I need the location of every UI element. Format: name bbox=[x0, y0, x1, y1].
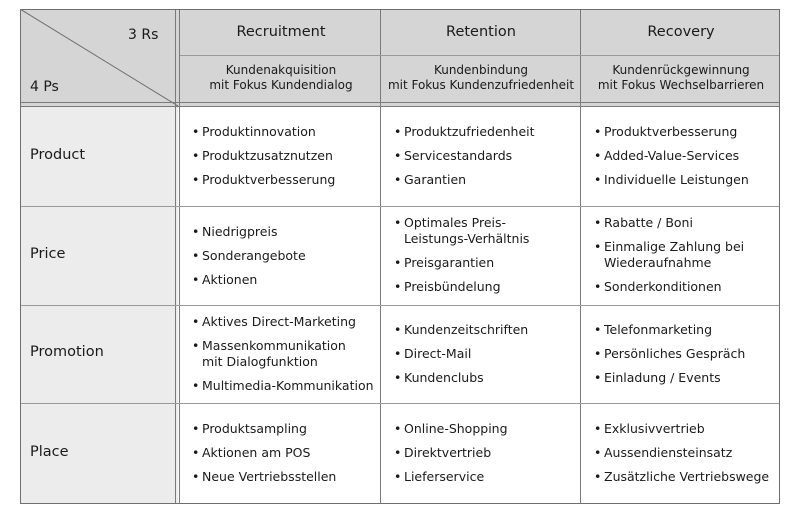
list-item: • Produktinnovation bbox=[192, 124, 335, 140]
list-item: • Optimales Preis- Leistungs-Verhältnis bbox=[394, 215, 529, 246]
marketing-matrix bbox=[20, 9, 780, 504]
list-item: • Preisbündelung bbox=[394, 279, 529, 295]
list-item: • Lieferservice bbox=[394, 469, 508, 485]
list-item: • Sonderangebote bbox=[192, 248, 306, 264]
list-item: • Kundenclubs bbox=[394, 370, 528, 386]
column-title-recruitment: Recruitment bbox=[236, 24, 326, 40]
subtitle-line: Kundenrückgewinnung bbox=[612, 63, 750, 77]
list-item: • Online-Shopping bbox=[394, 421, 508, 437]
corner-label-rs: 3 Rs bbox=[128, 27, 159, 43]
list-item: • Added-Value-Services bbox=[594, 148, 749, 164]
list-item: • Aktives Direct-Marketing bbox=[192, 314, 374, 330]
row-title-product: Product bbox=[30, 147, 86, 163]
corner-label-ps: 4 Ps bbox=[30, 79, 59, 95]
list-item: • Massenkommunikation mit Dialogfunktion bbox=[192, 338, 374, 369]
row-title-promotion: Promotion bbox=[30, 344, 104, 360]
list-item: • Produktsampling bbox=[192, 421, 336, 437]
subtitle-line: mit Fokus Kundenzufriedenheit bbox=[387, 78, 575, 92]
list-item: • Garantien bbox=[394, 172, 535, 188]
list-item: • Kundenzeitschriften bbox=[394, 322, 528, 338]
list-item: • Aktionen bbox=[192, 272, 306, 288]
list-item: • Telefonmarketing bbox=[594, 322, 745, 338]
column-title-retention: Retention bbox=[446, 24, 516, 40]
list-item: • Persönliches Gespräch bbox=[594, 346, 745, 362]
list-item: • Zusätzliche Vertriebswege bbox=[594, 469, 769, 485]
table-border bbox=[20, 9, 780, 504]
list-item: • Aussendiensteinsatz bbox=[594, 445, 769, 461]
list-item: • Direct-Mail bbox=[394, 346, 528, 362]
subtitle-line: Kundenakquisition bbox=[225, 63, 337, 77]
row-title-place: Place bbox=[30, 444, 69, 460]
list-item: • Produktverbesserung bbox=[594, 124, 749, 140]
subtitle-line: Kundenbindung bbox=[433, 63, 529, 77]
list-item: • Einmalige Zahlung bei Wiederaufnahme bbox=[594, 239, 744, 270]
list-item: • Aktionen am POS bbox=[192, 445, 336, 461]
list-item: • Multimedia-Kommunikation bbox=[192, 378, 374, 394]
list-item: • Produktzusatznutzen bbox=[192, 148, 335, 164]
subtitle-line: mit Fokus Kundendialog bbox=[209, 78, 353, 92]
list-item: • Individuelle Leistungen bbox=[594, 172, 749, 188]
subtitle-line: mit Fokus Wechselbarrieren bbox=[597, 78, 765, 92]
list-item: • Rabatte / Boni bbox=[594, 215, 744, 231]
list-item: • Neue Vertriebsstellen bbox=[192, 469, 336, 485]
list-item: • Exklusivvertrieb bbox=[594, 421, 769, 437]
list-item: • Produktverbesserung bbox=[192, 172, 335, 188]
list-item: • Preisgarantien bbox=[394, 255, 529, 271]
list-item: • Sonderkonditionen bbox=[594, 279, 744, 295]
list-item: • Direktvertrieb bbox=[394, 445, 508, 461]
list-item: • Einladung / Events bbox=[594, 370, 745, 386]
column-title-recovery: Recovery bbox=[647, 24, 715, 40]
list-item: • Niedrigpreis bbox=[192, 224, 306, 240]
list-item: • Produktzufriedenheit bbox=[394, 124, 535, 140]
list-item: • Servicestandards bbox=[394, 148, 535, 164]
row-title-price: Price bbox=[30, 246, 66, 262]
